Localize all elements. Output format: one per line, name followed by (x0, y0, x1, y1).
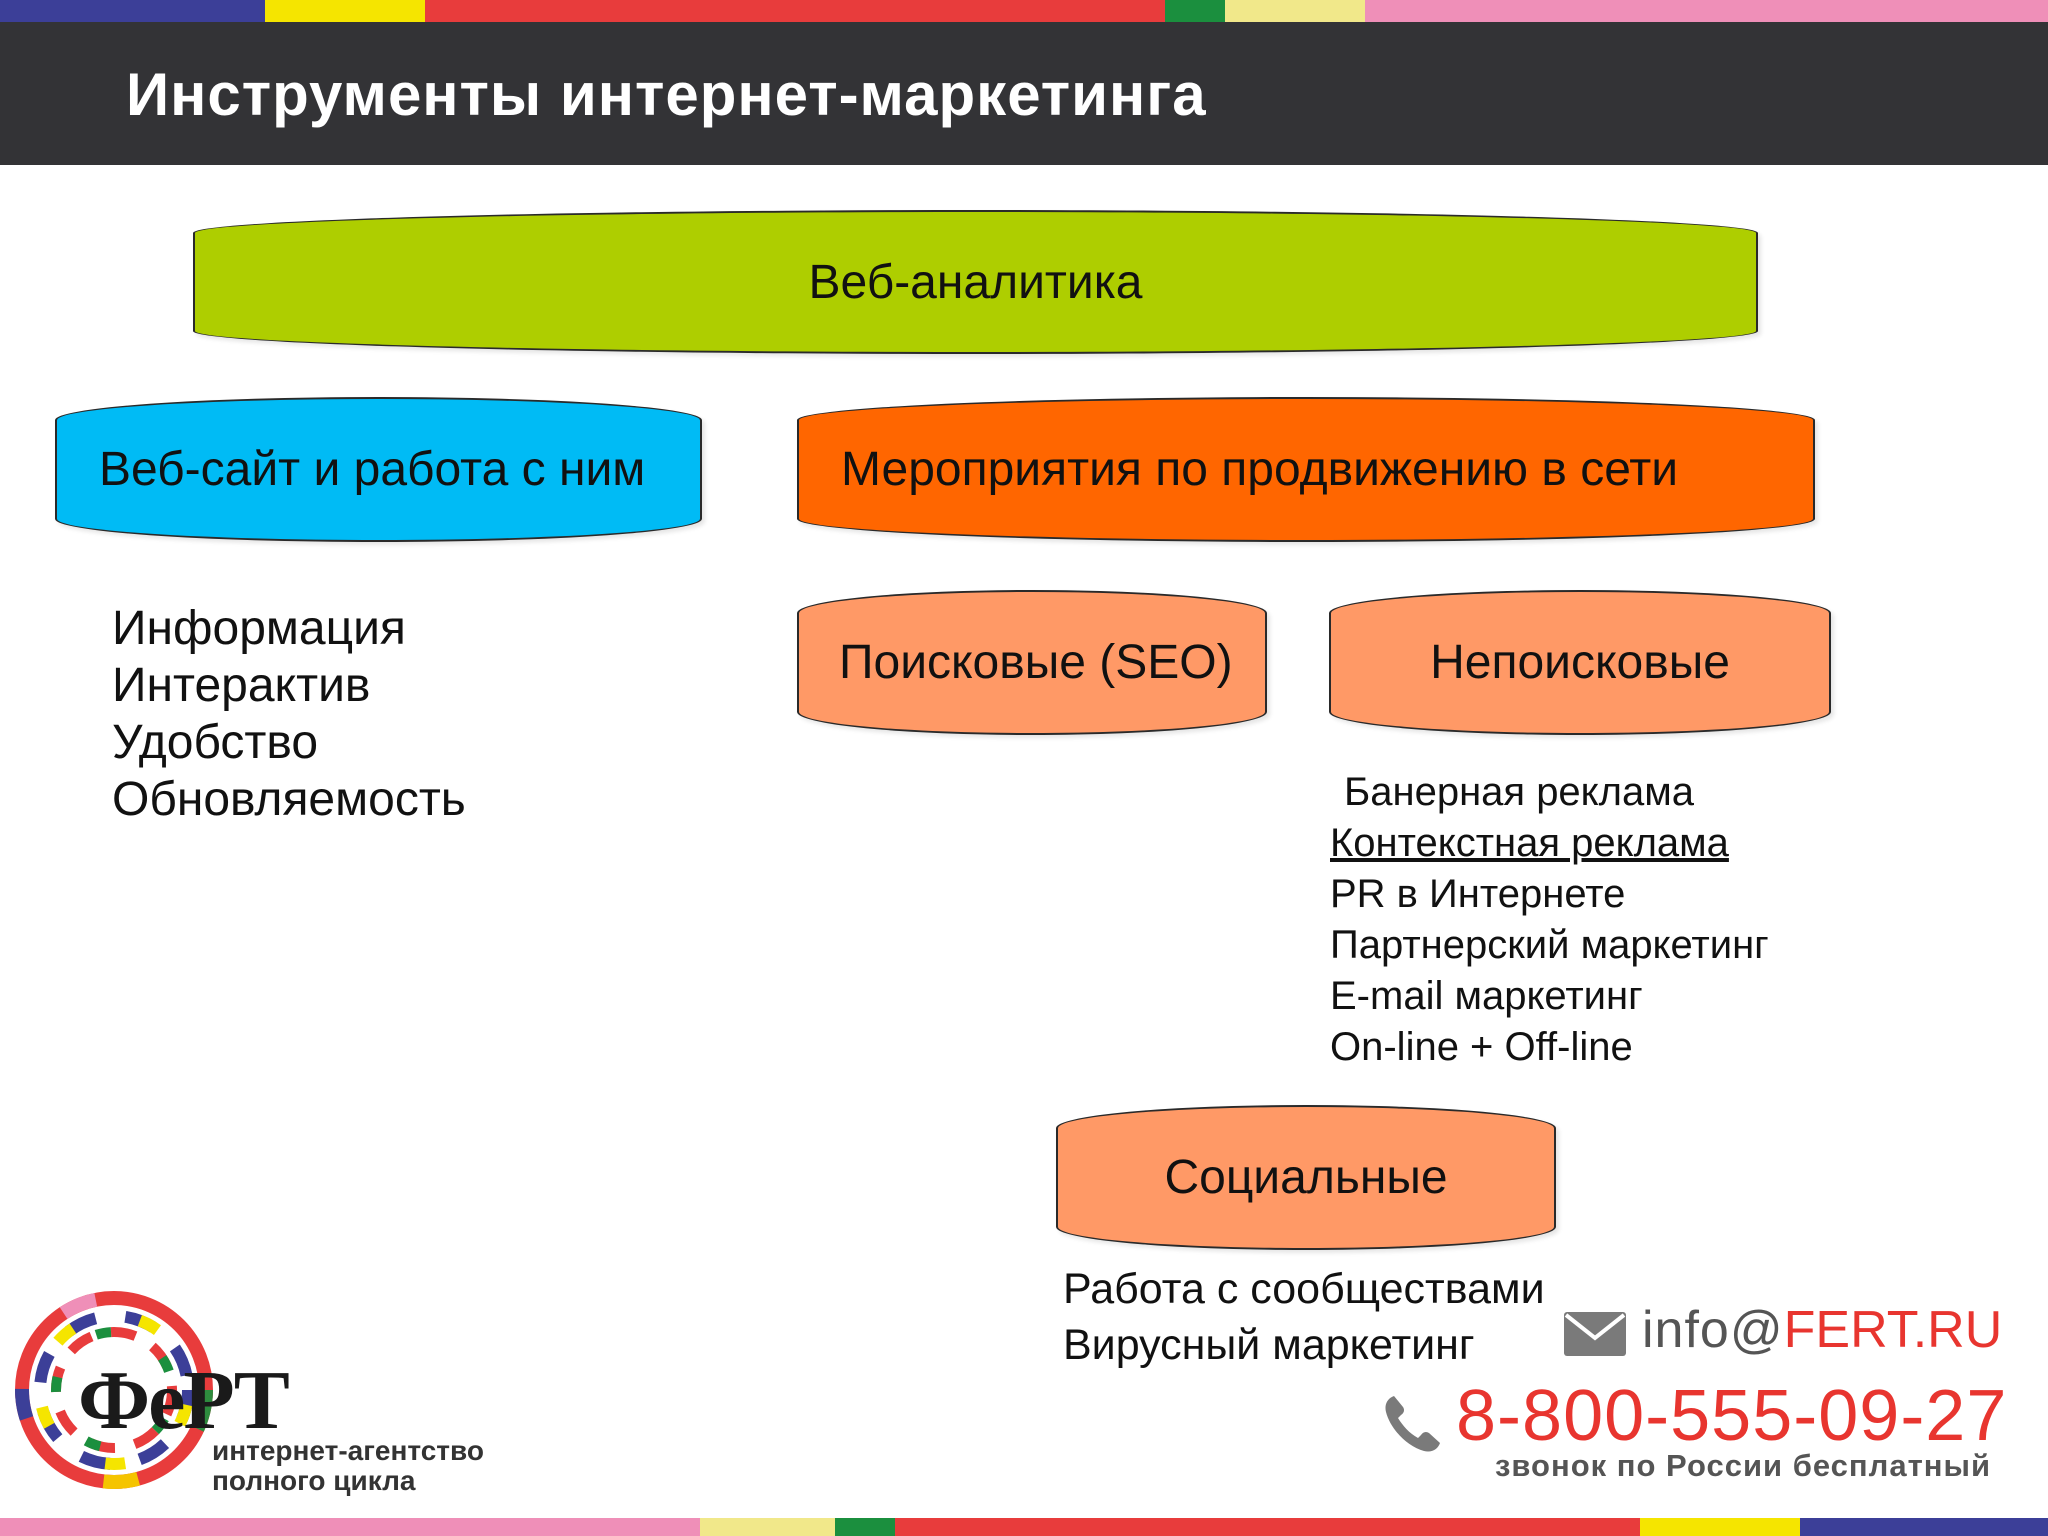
non-search-tools-list (1330, 767, 1769, 1073)
web-analytics-box (193, 210, 1758, 354)
email-domain: FERT.RU (1783, 1301, 2003, 1359)
list-item: PR в Интернете (1330, 872, 1626, 916)
envelope-icon (1562, 1310, 1628, 1358)
list-item: Партнерский маркетинг (1330, 923, 1769, 967)
logo-tagline-line1: интернет-агентство (212, 1435, 484, 1466)
list-item: Работа с сообществами (1063, 1265, 1545, 1313)
seo-label: Поисковые (SEO) (839, 636, 1233, 689)
promotion-label: Мероприятия по продвижению в сети (841, 443, 1679, 496)
list-item: Информация (112, 602, 406, 655)
promotion-box (797, 397, 1815, 542)
bottom-color-stripe (0, 1518, 2048, 1536)
list-item: On-line + Off-line (1330, 1025, 1633, 1069)
email-contact (1642, 1300, 2002, 1360)
social-tools-list (1063, 1261, 1545, 1373)
logo-wordmark: ФеРТ (78, 1354, 288, 1447)
web-analytics-label: Веб-аналитика (808, 255, 1143, 309)
list-item: Обновляемость (112, 773, 466, 826)
social-box (1056, 1105, 1556, 1250)
website-features-list (112, 600, 466, 828)
list-item: Интерактив (112, 659, 371, 712)
social-label: Социальные (1164, 1151, 1448, 1204)
list-item: Удобство (112, 716, 319, 769)
phone-number: 8-800-555-09-27 (1456, 1376, 2008, 1456)
page-title: Инструменты интернет-маркетинга (126, 61, 1207, 128)
list-item: E-mail маркетинг (1330, 974, 1643, 1018)
top-color-stripe (0, 0, 2048, 22)
list-item: Вирусный маркетинг (1063, 1321, 1475, 1369)
header-bar (0, 22, 2048, 165)
website-label: Веб-сайт и работа с ним (99, 443, 646, 496)
email-user: info@ (1642, 1301, 1784, 1359)
phone-note: звонок по России бесплатный (1495, 1448, 1992, 1483)
non-search-label: Непоисковые (1430, 636, 1730, 689)
phone-handset-icon (1380, 1392, 1444, 1456)
list-item: Банерная реклама (1344, 770, 1694, 814)
logo-tagline (212, 1436, 484, 1496)
website-box (55, 397, 702, 542)
list-item: Контекстная реклама (1330, 821, 1729, 865)
non-search-box (1329, 590, 1831, 735)
logo-tagline-line2: полного цикла (212, 1465, 416, 1496)
seo-box (797, 590, 1267, 735)
